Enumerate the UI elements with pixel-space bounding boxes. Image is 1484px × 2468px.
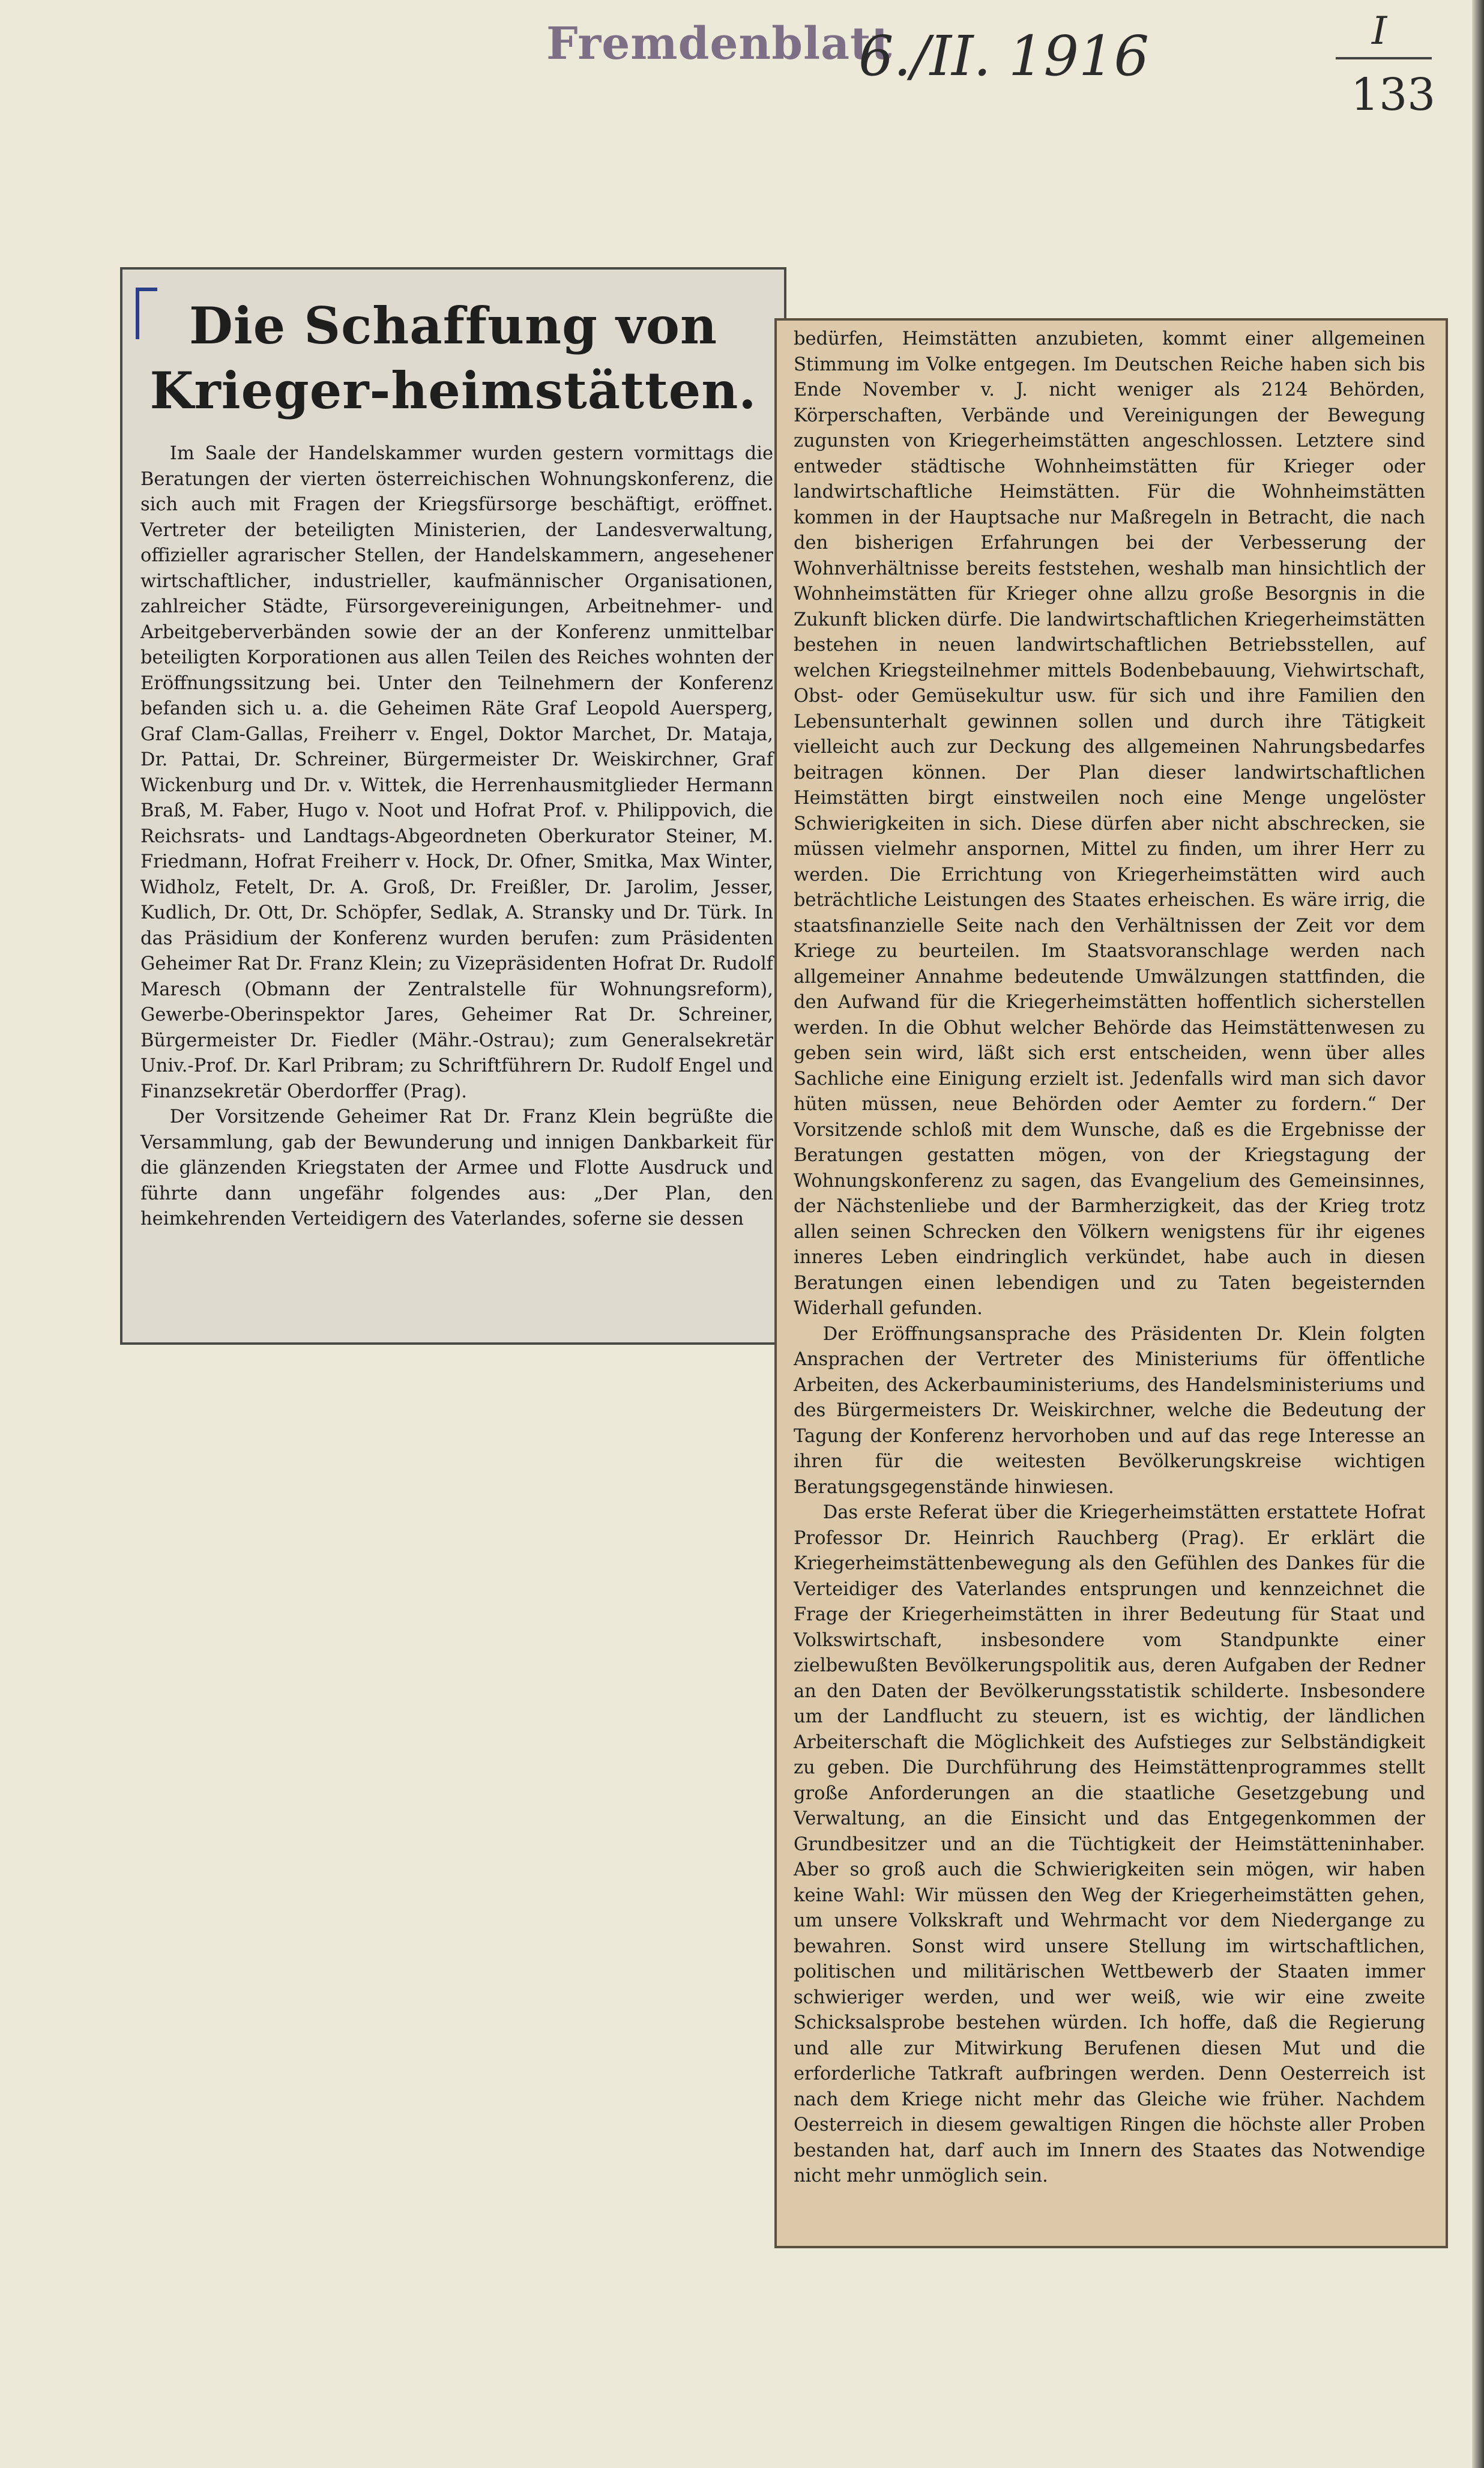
handwritten-mark: I: [1372, 9, 1387, 53]
handwritten-date: 6./II. 1916: [858, 24, 1150, 88]
article-headline: Die Schaffung von Krieger-heimstätten.: [149, 296, 757, 420]
paragraph: Im Saale der Handelskammer wurden gestern vormittags die Beratungen der vierten österreichischen Wohnungskonferenz, die sich auch mit Fragen der Kriegsfürsorge beschäftigt, eröffnet. Vertreter der beteiligten Ministerien, der Landesverwaltung, offizieller agrarischer Stellen, der Handelskammern, angesehener wirtschaftlicher, industrieller, kaufmännischer Organisationen, zahlreicher Städte, Fürsorgevereinigungen, Arbeitnehmer- und Arbeitgeberverbänden sowie der an der Konferenz unmittelbar beteiligten Korporationen aus allen Teilen des Reiches wohnten der Eröffnungssitzung bei. Unter den Teilnehmern der Konferenz befanden sich u. a. die Geheimen Räte Graf Leopold Auersperg, Graf Clam-Gallas, Freiherr v. Engel, Doktor Marchet, Dr. Mataja, Dr. Pattai, Dr. Schreiner, Bürgermeister Dr. Weiskirchner, Graf Wickenburg und Dr. v. Wittek, die Herrenhausmitglieder Hermann Braß, M. Faber, Hugo v. Noot und Hofrat Prof. v. Philippovich, die Reichsrats- und Landtags-Abgeordneten Oberkurator Steiner, M. Friedmann, Hofrat Freiherr v. Hock, Dr. Ofner, Smitka, Max Winter, Widholz, Fetelt, Dr. A. Groß, Dr. Freißler, Dr. Jarolim, Jesser, Kudlich, Dr. Ott, Dr. Schöpfer, Sedlak, A. Stransky und Dr. Türk. In das Präsidium der Konferenz wurden berufen: zum Präsidenten Geheimer Rat Dr. Franz Klein; zu Vizepräsidenten Hofrat Dr. Rudolf Maresch (Obmann der Zentralstelle für Wohnungsreform), Gewerbe-Oberinspektor Jares, Geheimer Rat Dr. Schreiner, Bürgermeister Dr. Fiedler (Mähr.-Ostrau); zum Generalsekretär Univ.-Prof. Dr. Karl Pribram; zu Schriftführern Dr. Rudolf Engel und Finanzsekretär Oberdorffer (Prag).: [140, 443, 773, 1102]
article-column-left: [122, 441, 784, 1232]
page-edge-shadow: [1472, 0, 1484, 2468]
article-clipping-left: [120, 267, 786, 1345]
article-clipping-right: [774, 318, 1448, 2248]
paragraph: bedürfen, Heimstätten anzubieten, kommt einer allgemeinen Stimmung im Volke entgegen. Im Deutschen Reiche haben sich bis Ende November v. J. nicht weniger als 2124 Behörden, Körperschaften, Verbände und Vereinigungen der Bewegung zugunsten von Kriegerheimstätten angeschlossen. Letztere sind entweder städtische Wohnheimstätten für Krieger oder landwirtschaftliche Heimstätten. Für die Wohnheimstätten kommen in der Hauptsache nur Maßregeln in Betracht, die nach den bisherigen Erfahrungen bei der Verbesserung der Wohnverhältnisse bereits feststehen, weshalb man hinsichtlich der Wohnheimstätten für Krieger ohne allzu große Besorgnis in die Zukunft blicken dürfe. Die landwirtschaftlichen Kriegerheimstätten bestehen in neuen landwirtschaftlichen Betriebsstellen, auf welchen Kriegsteilnehmer mittels Bodenbebauung, Viehwirtschaft, Obst- oder Gemüsekultur usw. für sich und ihre Familien den Lebensunterhalt gewinnen sollen und durch ihre Tätigkeit vielleicht auch zur Deckung des allgemeinen Nahrungsbedarfes beitragen können. Der Plan dieser landwirtschaftlichen Heimstätten birgt einstweilen noch eine Menge ungelöster Schwierigkeiten in sich. Diese dürfen aber nicht abschrecken, sie müssen vielmehr anspornen, Mittel zu finden, um ihrer Herr zu werden. Die Errichtung von Kriegerheimstätten wird auch beträchtliche Leistungen des Staates erheischen. Es wäre irrig, die staatsfinanzielle Seite nach den Verhältnissen der Zeit vor dem Kriege zu beurteilen. Im Staatsvoranschlage werden nach allgemeiner Annahme bedeutende Umwälzungen stattfinden, die den Aufwand für die Kriegerheimstätten hoffentlich sicherstellen werden. In die Obhut welcher Behörde das Heimstättenwesen zu geben sein wird, läßt sich erst entscheiden, wenn über alles Sachliche eine Einigung erzielt ist. Jedenfalls wird man sich davor hüten müssen, neue Behörden oder Aemter zu fordern.“ Der Vorsitzende schloß mit dem Wunsche, daß es die Ergebnisse der Beratungen gestatten mögen, von der Kriegstagung der Wohnungskonferenz zu sagen, das Evangelium des Gemeinsinnes, der Nächstenliebe und der Barmherzigkeit, das der Krieg trotz allen seinen Schrecken den Völkern wenigstens für ihr eigenes inneres Leben eindringlich verkündet, habe auch in diesen Beratungen einen lebendigen und zu Taten begeisternden Widerhall gefunden.: [794, 328, 1425, 1319]
paragraph: Der Vorsitzende Geheimer Rat Dr. Franz Klein begrüßte die Versammlung, gab der Bewunderung und innigen Dankbarkeit für die glänzenden Kriegstaten der Armee und Flotte Ausdruck und führte dann ungefähr folgendes aus: „Der Plan, den heimkehrenden Verteidigern des Vaterlandes, soferne sie dessen: [140, 1106, 773, 1229]
newspaper-stamp: Fremdenblatt: [546, 18, 893, 70]
paragraph: Das erste Referat über die Kriegerheimstätten erstattete Hofrat Professor Dr. Heinrich Rauchberg (Prag). Er erklärt die Kriegerheimstättenbewegung als den Gefühlen des Dankes für die Verteidiger des Vaterlandes entsprungen und kennzeichnet die Frage der Kriegerheimstätten in ihrer Bedeutung für Staat und Volkswirtschaft, insbesondere vom Standpunkte einer zielbewußten Bevölkerungspolitik aus, deren Aufgaben der Redner an den Daten der Bevölkerungsstatistik schilderte. Insbesondere um der Landflucht zu steuern, ist es wichtig, der ländlichen Arbeiterschaft die Möglichkeit des Aufstieges zur Selbständigkeit zu geben. Die Durchführung des Heimstättenprogrammes stellt große Anforderungen an die staatliche Gesetzgebung und Verwaltung, an die Einsicht und das Entgegenkommen der Grundbesitzer und an die Tüchtigkeit der Heimstätteninhaber. Aber so groß auch die Schwierigkeiten sein mögen, wir haben keine Wahl: Wir müssen den Weg der Kriegerheimstätten gehen, um unsere Volkskraft und Wehrmacht vor dem Niedergange zu bewahren. Sonst wird unsere Stellung im wirtschaftlichen, politischen und militärischen Wettbewerb der Staaten immer schwieriger werden, und wer weiß, wie wir eine zweite Schicksalsprobe bestehen würden. Ich hoffe, daß die Regierung und alle zur Mitwirkung Berufenen diesen Mut und die erforderliche Tatkraft aufbringen werden. Denn Oesterreich ist nach dem Kriege nicht mehr das Gleiche wie früher. Nachdem Oesterreich in diesem gewaltigen Ringen die höchste aller Proben bestanden hat, darf auch im Innern des Staates das Notwendige nicht mehr unmöglich sein.: [794, 1502, 1425, 2186]
page-number: 133: [1351, 69, 1436, 121]
article-column-right: [777, 321, 1446, 2189]
paragraph: Der Eröffnungsansprache des Präsidenten Dr. Klein folgten Ansprachen der Vertreter des Ministeriums für öffentliche Arbeiten, des Ackerbauministeriums, des Handelsministeriums und des Bürgermeisters Dr. Weiskirchner, welche die Bedeutung der Tagung der Konferenz hervorhoben und auf das rege Interesse an ihren für die weitesten Bevölkerungskreise wichtigen Beratungsgegenstände hinwiesen.: [794, 1323, 1425, 1498]
blue-pencil-bracket: [136, 288, 157, 339]
handwritten-underline: [1336, 57, 1432, 59]
